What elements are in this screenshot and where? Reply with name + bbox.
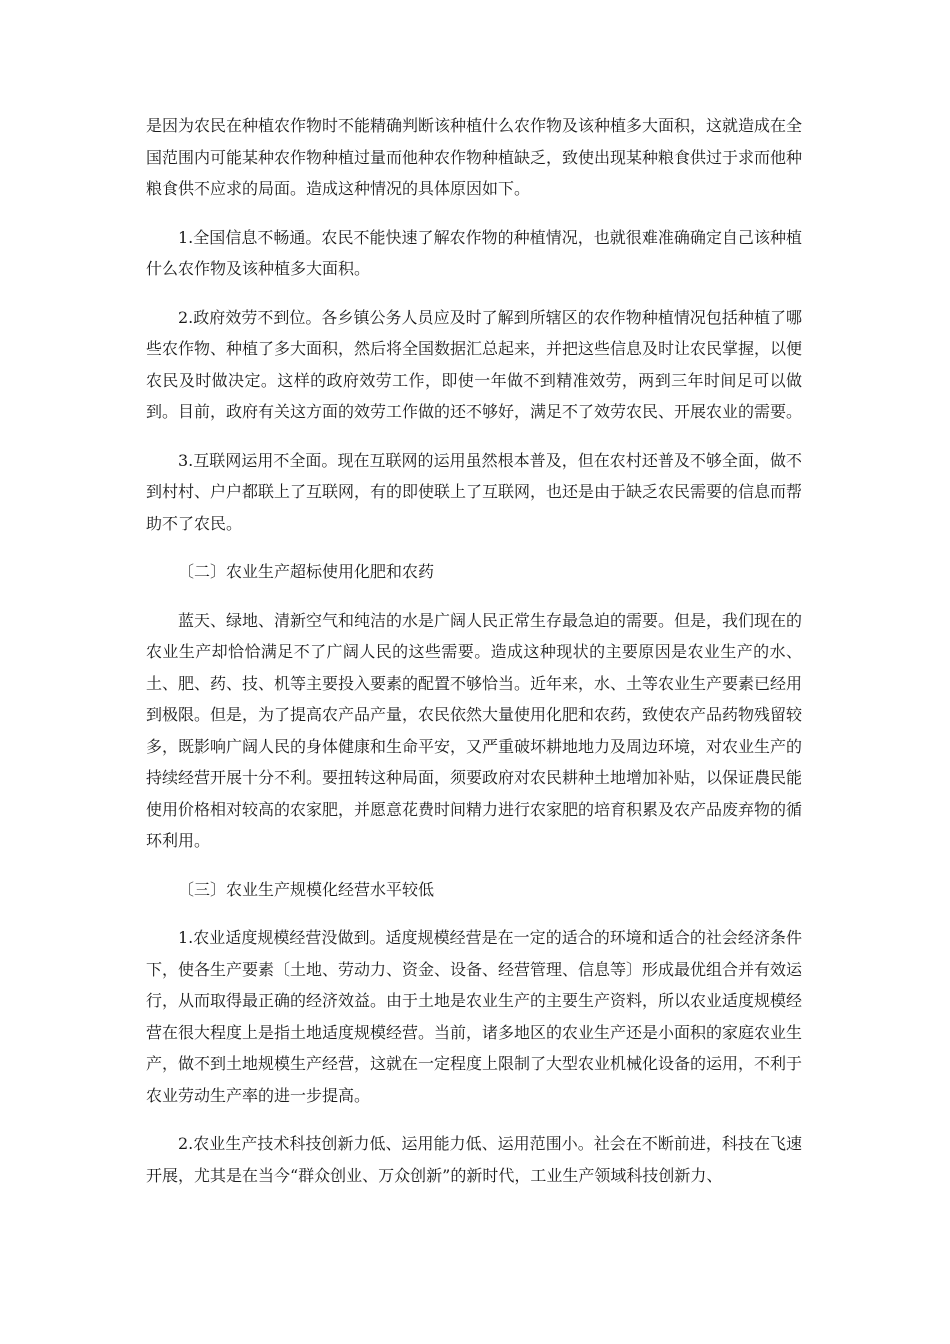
paragraph-scale-1: 1.农业适度规模经营没做到。适度规模经营是在一定的适合的环境和适合的社会经济条件下，使各生产要素〔土地、劳动力、资金、设备、经营管理、信息等〕形成最优组合并有效运行，从而取得最正确的经济效益。由于土地是农业生产的主要生产资料，所以农业适度规模经营在很大程度上是指土地适度规模经营。当前，诸多地区的农业生产还是小面积的家庭农业生产，做不到土地规模生产经营，这就在一定程度上限制了大型农业机械化设备的运用，不利于农业劳动生产率的进一步提高。	[146, 928, 803, 1105]
section-heading-3: 〔三〕农业生产规模化经营水平较低	[178, 879, 435, 899]
section-heading-2: 〔二〕农业生产超标使用化肥和农药	[178, 562, 435, 581]
paragraph-point-3-internet: 3.互联网运用不全面。现在互联网的运用虽然根本普及，但在农村还普及不够全面，做不到村村、户户都联上了互联网，有的即使联上了互联网，也还是由于缺乏农民需要的信息而帮助不了农民。	[146, 450, 803, 533]
paragraph-point-2-government: 2.政府效劳不到位。各乡镇公务人员应及时了解到所辖区的农作物种植情况包括种植了哪些农作物、种植了多大面积，然后将全国数据汇总起来，并把这些信息及时让农民掌握，以便农民及时做决定。这样的政府效劳工作，即使一年做不到精准效劳，两到三年时间足可以做到。目前，政府有关这方面的效劳工作做的还不够好，满足不了效劳农民、开展农业的需要。	[146, 307, 803, 421]
paragraph-scale-2: 2.农业生产技术科技创新力低、运用能力低、运用范围小。社会在不断前进，科技在飞速开展，尤其是在当今“群众创业、万众创新”的新时代，工业生产领域科技创新力、	[146, 1134, 802, 1185]
paragraph-point-1-info: 1.全国信息不畅通。农民不能快速了解农作物的种植情况，也就很难准确确定自己该种植什么农作物及该种植多大面积。	[146, 227, 802, 278]
paragraph-fertilizer: 蓝天、绿地、清新空气和纯洁的水是广阔人民正常生存最急迫的需要。但是，我们现在的农业生产却恰恰满足不了广阔人民的这些需要。造成这种现状的主要原因是农业生产的水、土、肥、药、技、机等主要投入要素的配置不够恰当。近年来，水、土等农业生产要素已经用到极限。但是，为了提高农产品产量，农民依然大量使用化肥和农药，致使农产品药物残留较多，既影响广阔人民的身体健康和生命平安，又严重破坏耕地地力及周边环境，对农业生产的持续经营开展十分不利。要扭转这种局面，须要政府对农民耕种土地增加补贴，以保证農民能使用价格相对较高的农家肥，并愿意花费时间精力进行农家肥的培育积累及农产品废弃物的循环利用。	[146, 610, 803, 850]
document-body	[146, 110, 802, 1208]
paragraph-continuation: 是因为农民在种植农作物时不能精确判断该种植什么农作物及该种植多大面积，这就造成在全国范围内可能某种农作物种植过量而他种农作物种植缺乏，致使出现某种粮食供过于求而他种粮食供不应求的局面。造成这种情况的具体原因如下。	[146, 116, 803, 198]
